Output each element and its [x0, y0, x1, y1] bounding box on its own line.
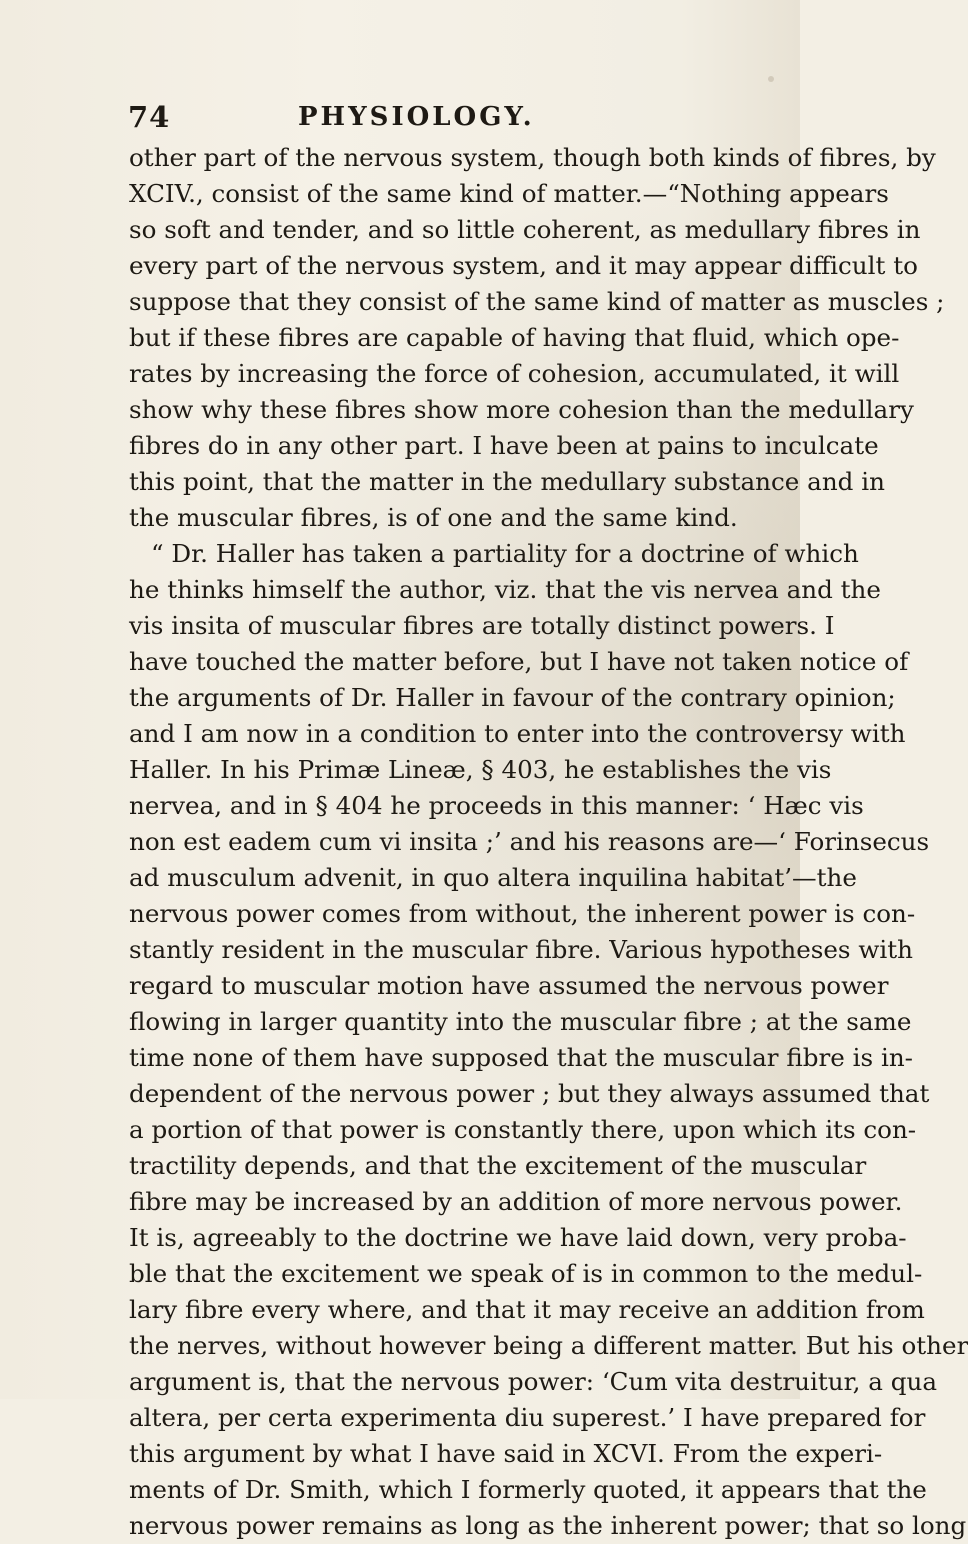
text-line: non est eadem cum vi insita ;’ and his reasons are—‘ Forinsecus [129, 827, 930, 856]
text-line: show why these fibres show more cohesion than the medullary [129, 395, 914, 424]
text-line: altera, per certa experimenta diu superest.’ I have prepared for [129, 1403, 926, 1432]
text-line: the muscular fibres, is of one and the same kind. [129, 503, 738, 532]
text-line: regard to muscular motion have assumed the nervous power [129, 971, 889, 1000]
text-line: a portion of that power is constantly there, upon which its con- [129, 1115, 917, 1144]
text-line: It is, agreeably to the doctrine we have laid down, very proba- [129, 1223, 907, 1252]
text-line: vis insita of muscular fibres are totally distinct powers. I [129, 611, 835, 640]
text-line: this argument by what I have said in XCVI. From the experi- [129, 1439, 883, 1468]
text-line: lary fibre every where, and that it may receive an addition from [129, 1295, 925, 1324]
text-line: ble that the excitement we speak of is in common to the medul- [129, 1259, 923, 1288]
text-line: flowing in larger quantity into the muscular fibre ; at the same [129, 1007, 912, 1036]
text-line: tractility depends, and that the excitement of the muscular [129, 1151, 867, 1180]
text-line: ments of Dr. Smith, which I formerly quoted, it appears that the [129, 1475, 927, 1504]
body-text [129, 140, 968, 1544]
paper-spot [768, 76, 774, 82]
text-line: fibre may be increased by an addition of more nervous power. [129, 1187, 903, 1216]
text-line: suppose that they consist of the same kind of matter as muscles ; [129, 287, 945, 316]
text-line: the arguments of Dr. Haller in favour of the contrary opinion; [129, 683, 896, 712]
running-title: PHYSIOLOGY. [298, 102, 535, 132]
text-line: dependent of the nervous power ; but they always assumed that [129, 1079, 930, 1108]
text-line: “ Dr. Haller has taken a partiality for a doctrine of which [151, 539, 859, 568]
text-line: time none of them have supposed that the muscular fibre is in- [129, 1043, 913, 1072]
text-line: so soft and tender, and so little coherent, as medullary fibres in [129, 215, 921, 244]
text-line: have touched the matter before, but I have not taken notice of [129, 647, 909, 676]
text-line: and I am now in a condition to enter into the controversy with [129, 719, 906, 748]
page-number: 74 [128, 100, 171, 134]
text-line: other part of the nervous system, though both kinds of fibres, by [129, 143, 936, 172]
text-line: fibres do in any other part. I have been at pains to inculcate [129, 431, 879, 460]
text-line: nervous power remains as long as the inherent power; that so long [129, 1511, 967, 1540]
text-line: Haller. In his Primæ Lineæ, § 403, he establishes the vis [129, 755, 832, 784]
text-line: ad musculum advenit, in quo altera inquilina habitat’—the [129, 863, 857, 892]
text-line: the nerves, without however being a different matter. But his other [129, 1331, 968, 1360]
text-line: argument is, that the nervous power: ‘Cum vita destruitur, a qua [129, 1367, 938, 1396]
text-line: he thinks himself the author, viz. that the vis nervea and the [129, 575, 881, 604]
page-header [128, 100, 768, 140]
text-line: nervous power comes from without, the inherent power is con- [129, 899, 916, 928]
text-line: rates by increasing the force of cohesion, accumulated, it will [129, 359, 900, 388]
text-line: stantly resident in the muscular fibre. Various hypotheses with [129, 935, 913, 964]
text-line: but if these fibres are capable of having that fluid, which ope- [129, 323, 900, 352]
text-line: nervea, and in § 404 he proceeds in this manner: ‘ Hæc vis [129, 791, 864, 820]
text-line: XCIV., consist of the same kind of matter.—“Nothing appears [129, 179, 889, 208]
text-line: this point, that the matter in the medullary substance and in [129, 467, 885, 496]
text-line: every part of the nervous system, and it may appear difficult to [129, 251, 918, 280]
